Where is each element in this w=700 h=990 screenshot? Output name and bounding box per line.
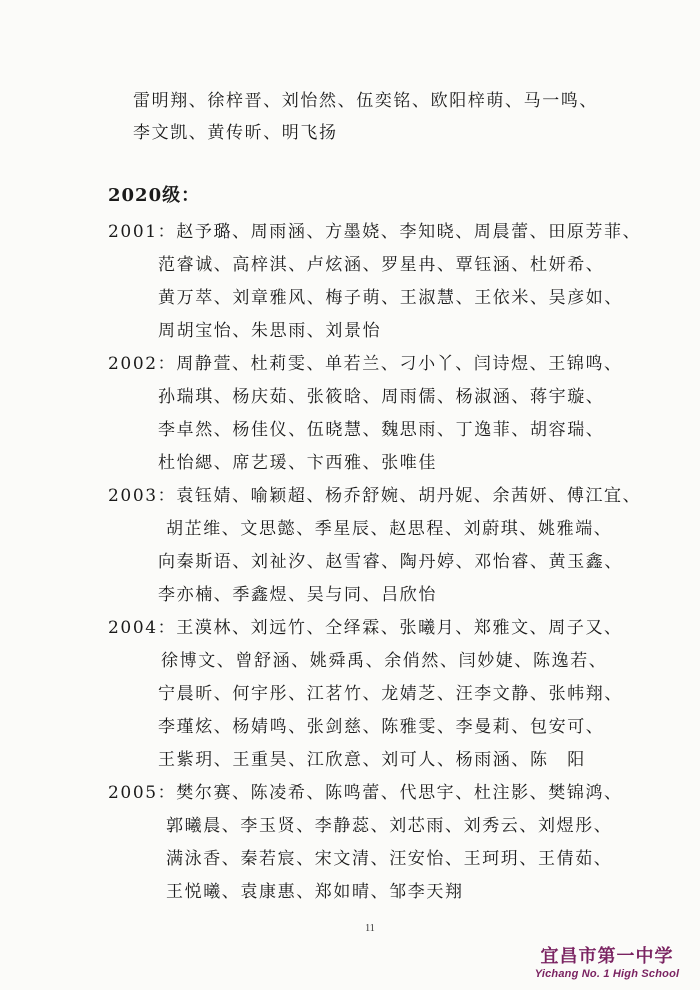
class-2002-line: 李卓然、杨佳仪、伍晓慧、魏思雨、丁逸菲、胡容瑞、 <box>158 420 605 440</box>
class-2005-line: 王悦曦、袁康惠、郑如晴、邹李天翔 <box>166 882 464 902</box>
class-2002-line: 杜怡緦、席艺瑗、卞西雅、张唯佳 <box>158 453 437 473</box>
class-2004-line: 王紫玥、王重昊、江欣意、刘可人、杨雨涵、陈 阳 <box>158 750 586 770</box>
class-2004-line: 李瑾炫、杨婧鸣、张剑慈、陈雅雯、李曼莉、包安可、 <box>158 717 605 737</box>
class-2004-line: 徐博文、曾舒涵、姚舜禹、余俏然、闫妙婕、陈逸若、 <box>161 651 608 671</box>
year-heading: 2020级： <box>108 185 201 206</box>
class-2005-line: 满泳香、秦若宸、宋文清、汪安怡、王珂玥、王倩茹、 <box>166 849 613 869</box>
class-2004-line: 2004：王漠林、刘远竹、仝绎霖、张曦月、郑雅文、周子又、 <box>108 618 623 638</box>
class-2002-line: 孙瑞琪、杨庆茹、张筱晗、周雨儒、杨淑涵、蒋宇璇、 <box>158 387 605 407</box>
class-2003-line: 李亦楠、季鑫煜、吴与同、吕欣怡 <box>158 585 437 605</box>
class-2005-line: 郭曦晨、李玉贤、李静蕊、刘芯雨、刘秀云、刘煜彤、 <box>166 816 613 836</box>
class-2001-line: 范睿诚、高梓淇、卢炫涵、罗星冉、覃钰涵、杜妍希、 <box>158 255 605 275</box>
watermark-school-name-cn: 宜昌市第一中学 <box>540 946 674 967</box>
school-watermark <box>522 946 692 981</box>
class-2001-line: 黄万萃、刘章雅风、梅子萌、王淑慧、王依米、吴彦如、 <box>158 288 623 308</box>
class-2004-line: 宁晨昕、何宇彤、江茗竹、龙婧芝、汪李文静、张帏翔、 <box>158 684 623 704</box>
class-2003-line: 向秦斯语、刘祉汐、赵雪睿、陶丹婷、邓怡睿、黄玉鑫、 <box>158 552 623 572</box>
class-2005-line: 2005：樊尔赛、陈凌希、陈鸣蕾、代思宇、杜注影、樊锦鸿、 <box>108 783 623 803</box>
class-2003-line: 2003：袁钰婧、喻颖超、杨乔舒婉、胡丹妮、余茜妍、傅江宜、 <box>108 486 642 506</box>
class-2003-line: 胡芷维、文思懿、季星辰、赵思程、刘蔚琪、姚雅端、 <box>166 519 613 539</box>
class-2002-line: 2002：周静萱、杜莉雯、单若兰、刁小丫、闫诗煜、王锦鸣、 <box>108 354 623 374</box>
page-number: 11 <box>365 923 375 934</box>
class-2001-line: 周胡宝怡、朱思雨、刘景怡 <box>158 321 382 341</box>
name-line: 雷明翔、徐梓晋、刘怡然、伍奕铭、欧阳梓萌、马一鸣、 <box>133 91 598 111</box>
class-2001-line: 2001：赵予璐、周雨涵、方墨娆、李知晓、周晨蕾、田原芳菲、 <box>108 222 642 242</box>
name-line: 李文凯、黄传昕、明飞扬 <box>133 123 338 143</box>
watermark-school-name-en: Yichang No. 1 High School <box>534 968 680 980</box>
